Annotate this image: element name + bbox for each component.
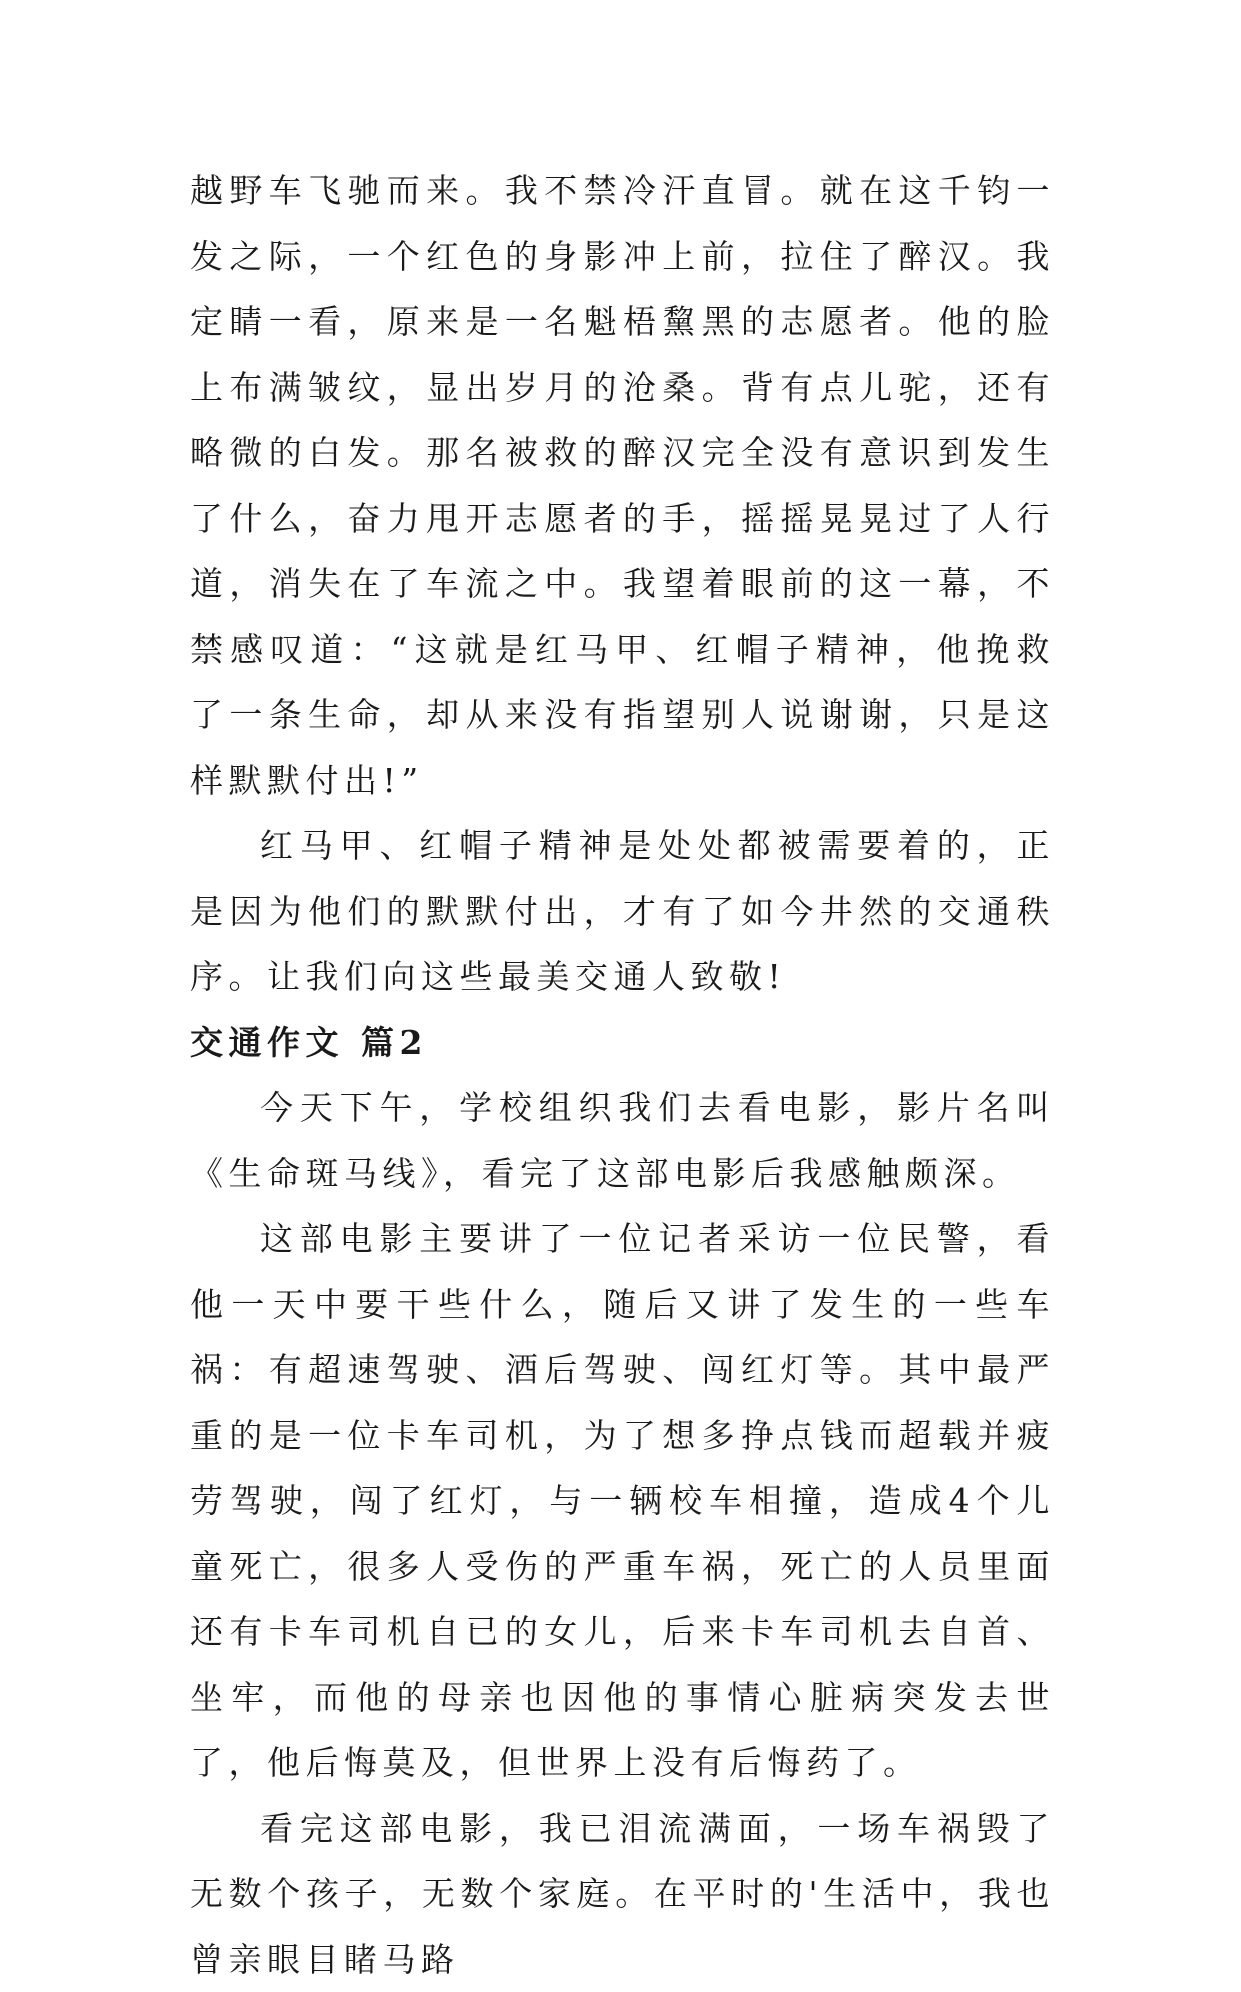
paragraph-1: 越野车飞驰而来。我不禁冷汗直冒。就在这千钧一发之际，一个红色的身影冲上前，拉住了醉汉。我定睛一看，原来是一名魁梧黧黑的志愿者。他的脸上布满皱纹，显出岁月的沧桑。背有点儿驼，还有略微的白发。那名被救的醉汉完全没有意识到发生了什么，奋力甩开志愿者的手，摇摇晃晃过了人行道，消失在了车流之中。我望着眼前的这一幕，不禁感叹道：“这就是红马甲、红帽子精神，他挽救了一条生命，却从来没有指望别人说谢谢，只是这样默默付出!”	[190, 158, 1055, 813]
paragraph-3: 今天下午，学校组织我们去看电影，影片名叫《生命斑马线》，看完了这部电影后我感触颇深。	[190, 1075, 1055, 1206]
section-heading: 交通作文 篇2	[190, 1010, 1055, 1076]
paragraph-5: 看完这部电影，我已泪流满面，一场车祸毁了无数个孩子，无数个家庭。在平时的'生活中，我也曾亲眼目睹马路	[190, 1796, 1055, 1992]
document-page	[190, 158, 1055, 1992]
paragraph-4: 这部电影主要讲了一位记者采访一位民警，看他一天中要干些什么，随后又讲了发生的一些车祸：有超速驾驶、酒后驾驶、闯红灯等。其中最严重的是一位卡车司机，为了想多挣点钱而超载并疲劳驾驶，闯了红灯，与一辆校车相撞，造成4个儿童死亡，很多人受伤的严重车祸，死亡的人员里面还有卡车司机自已的女儿，后来卡车司机去自首、坐牢，而他的母亲也因他的事情心脏病突发去世了，他后悔莫及，但世界上没有后悔药了。	[190, 1206, 1055, 1796]
paragraph-2: 红马甲、红帽子精神是处处都被需要着的，正是因为他们的默默付出，才有了如今井然的交通秩序。让我们向这些最美交通人致敬!	[190, 813, 1055, 1010]
